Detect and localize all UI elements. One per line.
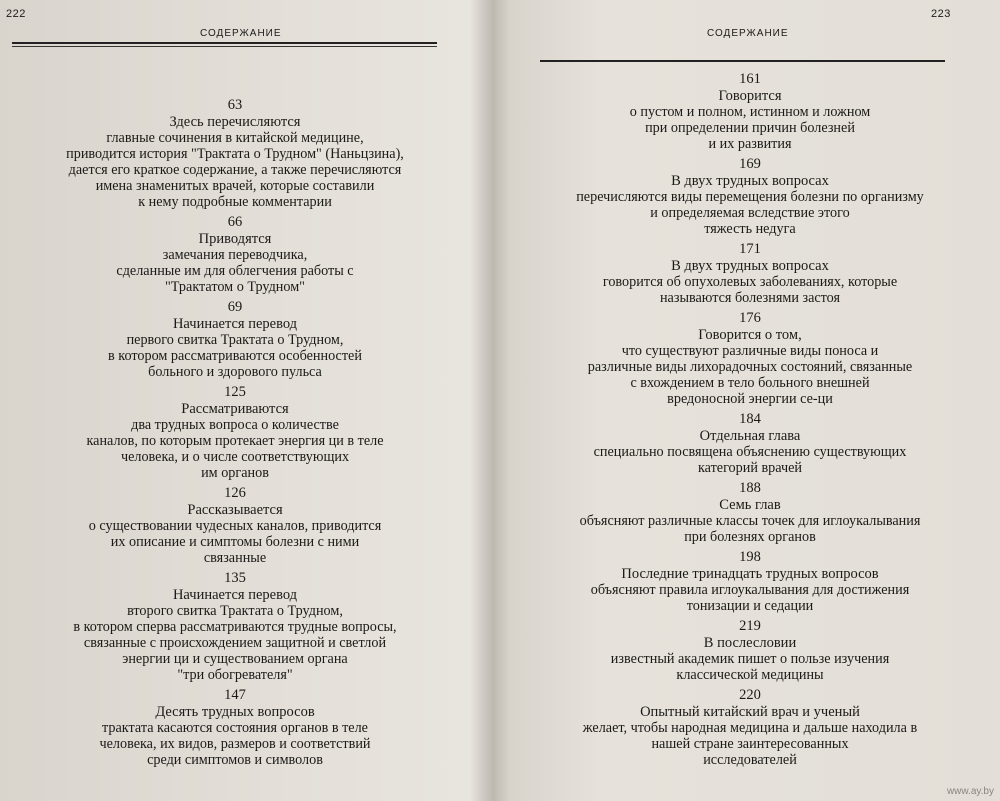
toc-entry-description-line: человека, и о числе соответствующих xyxy=(120,449,350,465)
toc-entry-title: В двух трудных вопросах xyxy=(671,258,829,274)
toc-page-number: 69 xyxy=(227,299,243,315)
toc-page-number: 184 xyxy=(739,411,761,427)
toc-entry xyxy=(15,214,455,295)
toc-entry-description-line: тяжесть недуга xyxy=(704,221,796,237)
toc-entry-description-line: и их развития xyxy=(708,136,792,152)
toc-entry xyxy=(15,687,455,768)
toc-entry-title: Здесь перечисляются xyxy=(169,114,301,130)
toc-entry xyxy=(15,485,455,566)
toc-entry-description-line: два трудных вопроса о количестве xyxy=(131,417,339,433)
toc-entry-description-line: при определении причин болезней xyxy=(645,120,855,136)
toc-entry-title: Рассказывается xyxy=(187,502,283,518)
toc-entry-description-line: желает, чтобы народная медицина и дальше находила в xyxy=(582,720,918,736)
toc-entry-title: Говорится о том, xyxy=(698,327,802,343)
toc-entry-description-line: замечания переводчика, xyxy=(162,247,308,263)
toc-entry xyxy=(15,384,455,481)
right-page xyxy=(500,0,1000,801)
toc-page-number: 147 xyxy=(224,687,246,703)
toc-entry-description-line: среди симптомов и символов xyxy=(147,752,323,768)
toc-entry-description-line: говорится об опухолевых заболеваниях, которые xyxy=(602,274,898,290)
watermark: www.ay.by xyxy=(946,786,994,797)
toc-entry-description-line: "три обогревателя" xyxy=(177,667,293,683)
toc-entry-description-line: с вхождением в тело больного внешней xyxy=(630,375,870,391)
toc-page-number: 161 xyxy=(739,71,761,87)
toc-entry-description-line: специально посвящена объяснению существующих xyxy=(593,444,907,460)
toc-entry-description-line: связанные с происхождением защитной и светлой xyxy=(83,635,387,651)
toc-page-number: 220 xyxy=(739,687,761,703)
toc-entry xyxy=(535,618,965,683)
toc-entry-description-line: объясняют различные классы точек для иглоукалывания xyxy=(579,513,921,529)
toc-entry-description-line: приводится история "Трактата о Трудном" (Наньцзина), xyxy=(66,146,404,162)
toc-entry-title: Рассматриваются xyxy=(181,401,289,417)
toc-entry-description-line: первого свитка Трактата о Трудном, xyxy=(126,332,344,348)
toc-entry-description-line: классической медицины xyxy=(676,667,824,683)
toc-entry xyxy=(535,411,965,476)
toc-entry-description-line: объясняют правила иглоукалывания для достижения xyxy=(590,582,910,598)
page-number-left: 222 xyxy=(6,8,26,20)
toc-entry-title: Говорится xyxy=(718,88,782,104)
toc-entry-description-line: о пустом и полном, истинном и ложном xyxy=(629,104,871,120)
left-page xyxy=(0,0,492,801)
toc-entry-description-line: нашей стране заинтересованных xyxy=(651,736,849,752)
toc-page-number: 188 xyxy=(739,480,761,496)
toc-entry-description-line: в котором сперва рассматриваются трудные вопросы, xyxy=(73,619,397,635)
toc-page-number: 126 xyxy=(224,485,246,501)
toc-entry-description-line: второго свитка Трактата о Трудном, xyxy=(127,603,343,619)
toc-entry-description-line: в котором рассматриваются особенностей xyxy=(108,348,362,364)
page-number-right: 223 xyxy=(931,8,951,20)
toc-entry-description-line: каналов, по которым протекает энергия ци в теле xyxy=(86,433,384,449)
toc-entry xyxy=(535,241,965,306)
toc-entry-title: Десять трудных вопросов xyxy=(155,704,315,720)
toc-entry xyxy=(535,71,965,152)
toc-entry-description-line: дается его краткое содержание, а также перечисляются xyxy=(68,162,402,178)
toc-page-number: 135 xyxy=(224,570,246,586)
toc-page-number: 171 xyxy=(739,241,761,257)
toc-page-number: 176 xyxy=(739,310,761,326)
toc-entry xyxy=(535,549,965,614)
toc-entry xyxy=(535,687,965,768)
toc-entry-title: В двух трудных вопросах xyxy=(671,173,829,189)
toc-entry-description-line: различные виды лихорадочных состояний, связанные xyxy=(587,359,913,375)
toc-entry-description-line: человека, их видов, размеров и соответствий xyxy=(99,736,371,752)
running-head-left: СОДЕРЖАНИЕ xyxy=(200,28,282,39)
toc-entry-description-line: исследователей xyxy=(703,752,797,768)
toc-entry-title: Приводятся xyxy=(198,231,272,247)
header-rule-left-thin xyxy=(12,46,437,47)
toc-entry-description-line: тонизации и седации xyxy=(686,598,814,614)
toc-list-right xyxy=(535,71,965,772)
toc-entry-description-line: и определяемая вследствие этого xyxy=(650,205,850,221)
toc-entry-description-line: "Трактатом о Трудном" xyxy=(165,279,305,295)
toc-page-number: 198 xyxy=(739,549,761,565)
toc-entry-description-line: при болезнях органов xyxy=(684,529,816,545)
toc-entry-title: Семь глав xyxy=(719,497,781,513)
toc-list-left xyxy=(15,97,455,772)
toc-entry-description-line: связанные xyxy=(203,550,267,566)
toc-page-number: 219 xyxy=(739,618,761,634)
toc-entry-description-line: перечисляются виды перемещения болезни по организму xyxy=(576,189,924,205)
toc-entry-title: Опытный китайский врач и ученый xyxy=(640,704,860,720)
toc-entry xyxy=(535,480,965,545)
toc-entry-title: В послесловии xyxy=(703,635,797,651)
toc-entry-description-line: известный академик пишет о пользе изучения xyxy=(610,651,890,667)
toc-entry-description-line: что существуют различные виды поноса и xyxy=(621,343,879,359)
toc-entry xyxy=(535,310,965,407)
toc-entry-title: Начинается перевод xyxy=(172,587,298,603)
toc-entry-title: Начинается перевод xyxy=(172,316,298,332)
toc-entry xyxy=(15,97,455,210)
toc-page-number: 125 xyxy=(224,384,246,400)
header-rule-right xyxy=(540,60,945,62)
toc-entry-description-line: имена знаменитых врачей, которые составили xyxy=(95,178,375,194)
toc-entry-description-line: их описание и симптомы болезни с ними xyxy=(110,534,360,550)
header-rule-left xyxy=(12,42,437,44)
toc-entry-description-line: категорий врачей xyxy=(697,460,803,476)
toc-page-number: 63 xyxy=(227,97,243,113)
toc-entry-title: Последние тринадцать трудных вопросов xyxy=(621,566,879,582)
toc-entry xyxy=(535,156,965,237)
toc-entry-description-line: больного и здорового пульса xyxy=(148,364,322,380)
toc-entry-description-line: сделанные им для облегчения работы с xyxy=(116,263,354,279)
toc-entry-description-line: вредоносной энергии се-ци xyxy=(667,391,833,407)
toc-entry-description-line: им органов xyxy=(201,465,269,481)
toc-page-number: 66 xyxy=(227,214,243,230)
toc-entry-description-line: энергии ци и существованием органа xyxy=(122,651,348,667)
toc-page-number: 169 xyxy=(739,156,761,172)
toc-entry xyxy=(15,570,455,683)
toc-entry-description-line: называются болезнями застоя xyxy=(659,290,841,306)
toc-entry-title: Отдельная глава xyxy=(699,428,801,444)
toc-entry-description-line: главные сочинения в китайской медицине, xyxy=(106,130,364,146)
toc-entry xyxy=(15,299,455,380)
toc-entry-description-line: трактата касаются состояния органов в теле xyxy=(102,720,368,736)
toc-entry-description-line: о существовании чудесных каналов, приводится xyxy=(88,518,382,534)
running-head-right: СОДЕРЖАНИЕ xyxy=(707,28,789,39)
toc-entry-description-line: к нему подробные комментарии xyxy=(138,194,332,210)
